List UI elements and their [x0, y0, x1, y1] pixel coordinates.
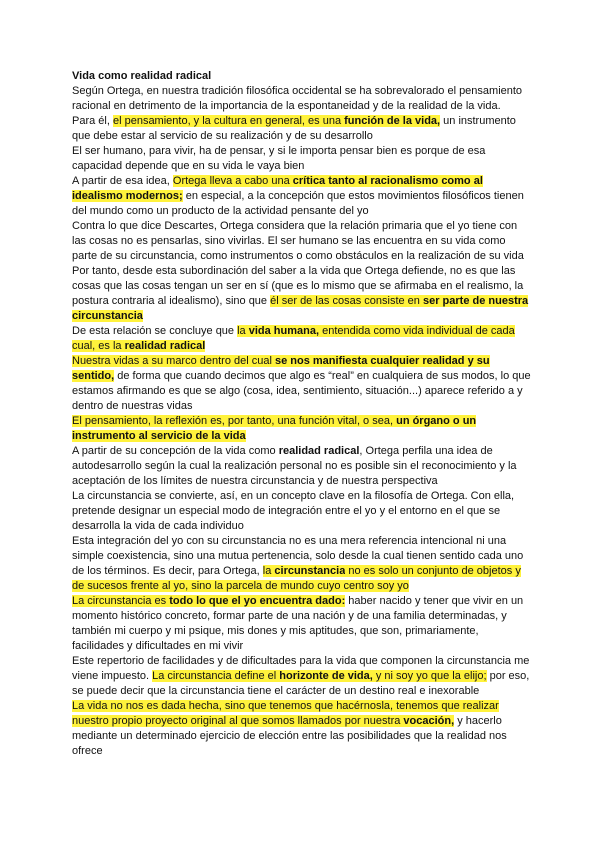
highlighted-text: Ortega lleva a cabo una — [172, 175, 293, 187]
document-page — [72, 69, 532, 759]
highlighted-text: todo lo que el yo encuentra dado: — [169, 595, 346, 607]
text-run: Esta integración del yo con su circunstancia no es una mera referencia intencional ni una simple coexistencia, sino una mutua pertenencia, solo desde la cual tienen sentido cada uno de los términos. Es decir, para Ortega, — [72, 535, 524, 577]
paragraph — [72, 414, 532, 444]
document-body — [72, 84, 532, 759]
paragraph — [72, 354, 532, 414]
highlighted-text: él ser de las cosas consiste en — [270, 295, 423, 307]
text-run: Contra lo que dice Descartes, Ortega considera que la relación primaria que el yo tiene con las cosas no es pensarlas, sino vivirlas. El ser humano se las encuentra en su vida como parte de su circunstancia, como instrumentos o como obstáculos en la realización de su vida — [72, 220, 524, 262]
highlighted-text: vida humana, — [248, 325, 320, 337]
highlighted-text: La vida no nos es dada hecha, sino que tenemos que hacérnosla, tenemos que realizar nuestro propio proyecto original al que somos llamados por nuestra — [72, 700, 499, 727]
highlighted-text: El pensamiento, la reflexión es, por tanto, una función vital, o sea, — [72, 415, 397, 427]
text-run: Por tanto, desde esta subordinación del saber a la vida que Ortega defiende, no es que las cosas que las cosas tengan un ser en sí (que es lo mismo que se afirmaba en el realismo, la postura contraria al idealismo), sino que — [72, 265, 524, 307]
paragraph — [72, 174, 532, 219]
paragraph — [72, 114, 532, 144]
highlighted-text: no es solo un conjunto de objetos y de sucesos frente al yo, sino la parcela de mundo cuyo centro soy yo — [72, 565, 521, 592]
highlighted-text: La circunstancia define el — [152, 670, 280, 682]
paragraph — [72, 324, 532, 354]
paragraph — [72, 699, 532, 759]
highlighted-text: vocación, — [403, 715, 455, 727]
highlighted-text: la — [262, 565, 275, 577]
highlighted-text: se nos manifiesta cualquier realidad y su sentido, — [72, 355, 490, 382]
text-run: A partir de esa idea, — [72, 175, 173, 187]
paragraph — [72, 144, 532, 174]
text-run: A partir de su concepción de la vida como — [72, 445, 279, 457]
text-run: por eso, se puede decir que la circunstancia tiene el carácter de un destino real e inexorable — [72, 670, 530, 697]
text-run: y hacerlo mediante un determinado ejercicio de elección entre las posibilidades que la realidad nos ofrece — [72, 715, 507, 757]
highlighted-text: circunstancia — [274, 565, 346, 577]
text-run: en especial, a la concepción que estos movimientos filosóficos tienen del mundo como un producto de la actividad pensante del yo — [72, 190, 524, 217]
paragraph — [72, 594, 532, 654]
paragraph — [72, 534, 532, 594]
highlighted-text: entendida como vida individual de cada cual, es la — [72, 325, 515, 352]
document-title: Vida como realidad radical — [72, 70, 212, 82]
paragraph — [72, 84, 532, 114]
highlighted-text: función de la vida, — [344, 115, 441, 127]
highlighted-text: La circunstancia es — [72, 595, 170, 607]
highlighted-text: realidad radical — [124, 340, 206, 352]
highlighted-text: y ni soy yo que la elijo; — [372, 670, 487, 682]
text-run: Para él, — [72, 115, 113, 127]
text-run: un instrumento que debe estar al servicio de su realización y de su desarrollo — [72, 115, 516, 142]
text-run: Según Ortega, en nuestra tradición filosófica occidental se ha sobrevalorado el pensamiento racional en detrimento de la importancia de la espontaneidad y de la realidad de la vida. — [72, 85, 523, 112]
paragraph — [72, 444, 532, 489]
text-run: La circunstancia se convierte, así, en un concepto clave en la filosofía de Ortega. Con ella, pretende designar un especial modo de integración entre el yo y el entorno en el que se desarrolla la vida de cada individuo — [72, 490, 515, 532]
text-run: Este repertorio de facilidades y de dificultades para la vida que componen la circunstancia me viene impuesto. — [72, 655, 530, 682]
paragraph — [72, 264, 532, 324]
highlighted-text: crítica tanto al racionalismo como al idealismo modernos; — [72, 175, 483, 202]
highlighted-text: ser parte de nuestra circunstancia — [72, 295, 529, 322]
text-run: realidad radical — [278, 445, 360, 457]
text-run: El ser humano, para vivir, ha de pensar, y si le importa pensar bien es porque de esa capacidad depende que en su vida le vaya bien — [72, 145, 486, 172]
highlighted-text: horizonte de vida, — [279, 670, 373, 682]
highlighted-text: la — [237, 325, 249, 337]
text-run: De esta relación se concluye que — [72, 325, 238, 337]
paragraph — [72, 219, 532, 264]
paragraph — [72, 654, 532, 699]
text-run: de forma que cuando decimos que algo es “real” en cualquiera de sus modos, lo que estamos afirmando es que se algo (cosa, idea, sentimiento, situación...) aparece referido a y dentro de nuestras vidas — [72, 370, 531, 412]
paragraph — [72, 489, 532, 534]
text-run: haber nacido y tener que vivir en un momento histórico concreto, formar parte de una nación y de una familia determinadas, y también mi cuerpo y mi psique, mis dones y mis aptitudes, que son, primariamente, facilidades y dificultades en mi vivir — [72, 595, 524, 652]
text-run: , Ortega perfila una idea de autodesarrollo según la cual la realización personal no es posible sin el reconocimiento y la aceptación de los límites de nuestra circunstancia y de nuestra perspectiva — [72, 445, 517, 487]
highlighted-text: el pensamiento, y la cultura en general, es una — [112, 115, 345, 127]
highlighted-text: Nuestra vidas a su marco dentro del cual — [72, 355, 275, 367]
highlighted-text: un órgano o un instrumento al servicio de la vida — [72, 415, 477, 442]
